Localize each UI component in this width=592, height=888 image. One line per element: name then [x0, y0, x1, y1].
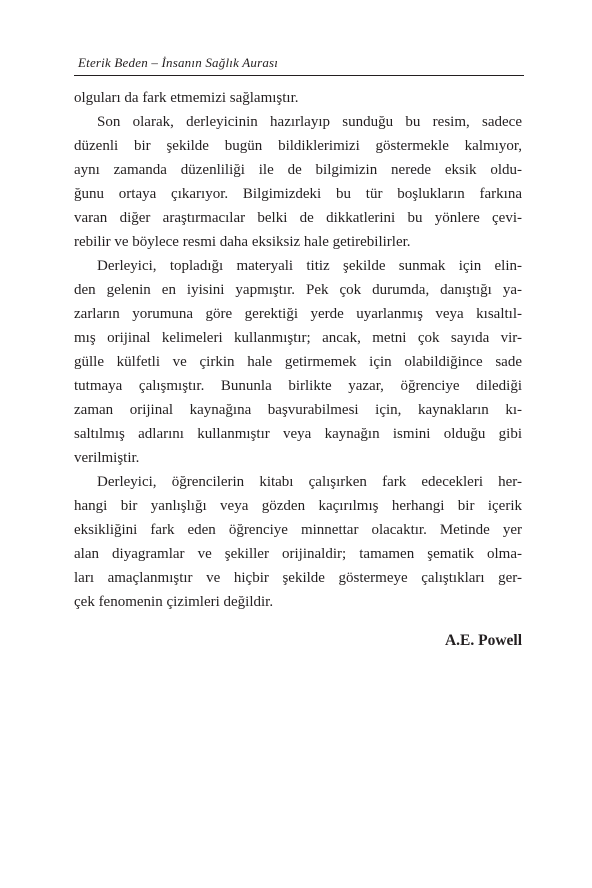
- text-line: ları amaçlanmıştır ve hiçbir şekilde göstermeye çalıştıkları ger-: [74, 570, 522, 586]
- paragraph: [74, 110, 522, 254]
- text-line: Derleyici, öğrencilerin kitabı çalışırken fark edecekleri her-: [97, 474, 522, 490]
- paragraph: [74, 86, 522, 110]
- text-body: [74, 86, 522, 614]
- paragraph: [74, 470, 522, 614]
- text-line: verilmiştir.: [74, 450, 140, 466]
- text-line: aynı zamanda düzenliliği ile de bilgimizin nerede eksik oldu-: [74, 162, 522, 178]
- text-line: tutmaya çalışmıştır. Bununla birlikte yazar, öğrenciye dilediği: [74, 378, 522, 394]
- text-line: gülle külfetli ve çirkin hale getirmemek için olabildiğince sade: [74, 354, 522, 370]
- text-line: olguları da fark etmemizi sağlamıştır.: [74, 90, 299, 106]
- author-signature: A.E. Powell: [444, 632, 522, 649]
- text-line: alan diyagramlar ve şekiller orijinaldir; tamamen şematik olma-: [74, 546, 522, 562]
- text-line: Derleyici, topladığı materyali titiz şekilde sunmak için elin-: [97, 258, 522, 274]
- text-line: çek fenomenin çizimleri değildir.: [74, 594, 274, 610]
- text-line: den gelenin en iyisini yapmıştır. Pek çok durumda, danıştığı ya-: [74, 282, 522, 298]
- text-line: düzenli bir şekilde bugün bildiklerimizi göstermekle kalmıyor,: [74, 138, 522, 154]
- text-line: mış orijinal kelimeleri kullanmıştır; ancak, metni çok sayıda vir-: [74, 330, 522, 346]
- text-line: zarların yorumuna göre gerektiği yerde uyarlanmış veya kısaltıl-: [74, 306, 522, 322]
- text-line: varan diğer araştırmacılar belki de dikkatlerini bu yönlere çevi-: [74, 210, 522, 226]
- paragraph: [74, 254, 522, 470]
- text-line: Son olarak, derleyicinin hazırlayıp sunduğu bu resim, sadece: [97, 114, 522, 130]
- running-title: Eterik Beden – İnsanın Sağlık Aurası: [78, 55, 279, 70]
- text-line: hangi bir yanlışlığı veya gözden kaçırılmış herhangi bir içerik: [74, 498, 522, 514]
- text-line: rebilir ve böylece resmi daha eksiksiz hale getirebilirler.: [74, 234, 411, 250]
- text-line: zaman orijinal kaynağına başvurabilmesi için, kaynakların kı-: [74, 402, 522, 418]
- text-line: eksikliğini fark eden öğrenciye minnettar olacaktır. Metinde yer: [74, 522, 522, 538]
- text-line: ğunu ortaya çıkarıyor. Bilgimizdeki bu tür boşlukların farkına: [74, 186, 522, 202]
- text-line: saltılmış adlarını kullanmıştır veya kaynağın ismini olduğu gibi: [74, 426, 522, 442]
- running-header: [74, 53, 524, 76]
